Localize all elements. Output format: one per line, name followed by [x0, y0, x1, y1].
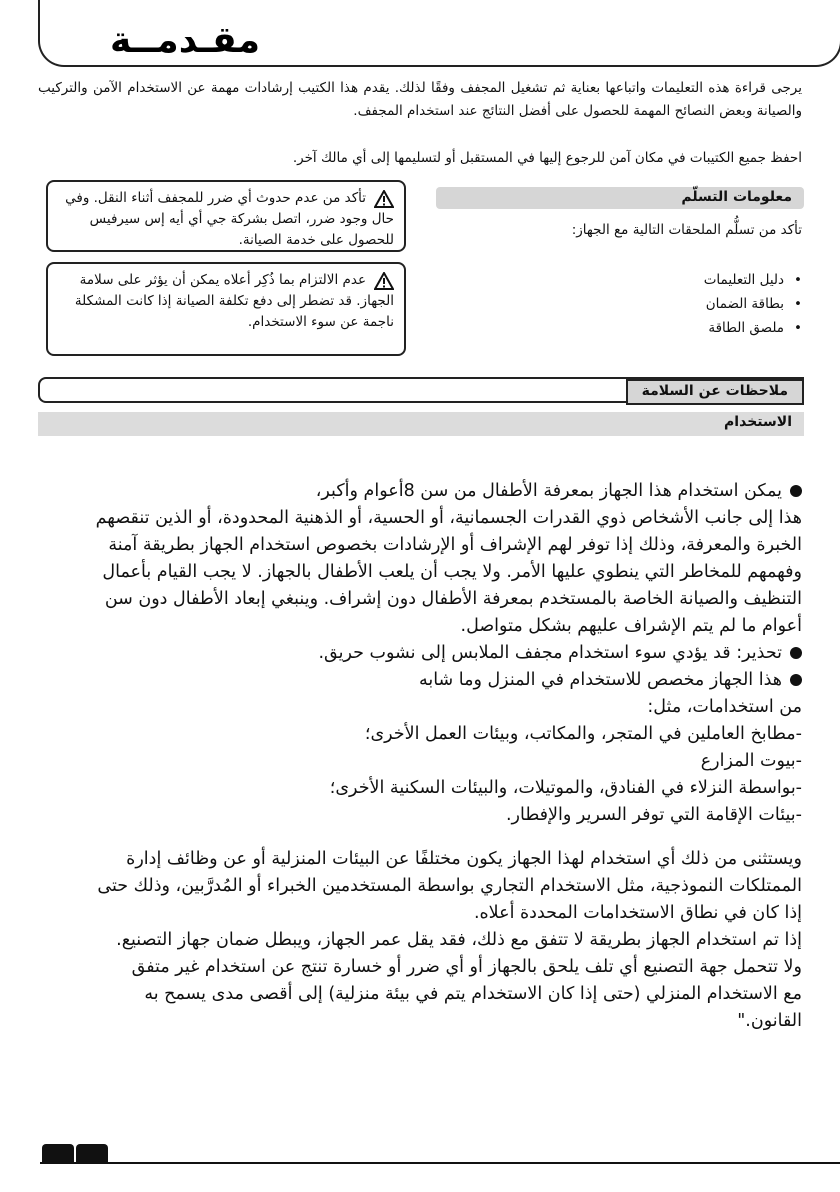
closing-line: ولا تتحمل جهة التصنيع أي تلف يلحق بالجهاز أو أي ضرر أو خسارة تنتج عن استخدام غير متفق	[131, 957, 802, 977]
body-line: وفهمهم للمخاطر التي ينطوي عليها الأمر. ولا يجب أن يلعب الأطفال بالجهاز. لا يجب القيام بأعمال	[102, 562, 802, 582]
closing-line: القانون."	[737, 1011, 802, 1031]
body-line-text: يمكن استخدام هذا الجهاز بمعرفة الأطفال من سن 8أعوام وأكبر،	[315, 481, 782, 501]
receipt-intro: تأكد من تسلُّم الملحقات التالية مع الجهاز:	[571, 222, 802, 238]
usage-heading: الاستخدام	[724, 414, 792, 430]
list-item: • دليل التعليمات	[704, 268, 802, 292]
body-line	[36, 640, 802, 667]
closing-line: إذا كان في نطاق الاستخدامات المحددة أعلاه.	[473, 903, 802, 923]
warning-triangle-icon	[374, 190, 394, 208]
receipt-list	[704, 268, 802, 340]
bullet-icon	[790, 647, 802, 659]
warning-text: عدم الالتزام بما ذُكِر أعلاه يمكن أن يؤثر على سلامة الجهاز. قد تضطر إلى دفع تكلفة الصيانة إذا كانت المشكلة ناجمة عن سوء الاستخدام.	[74, 272, 394, 330]
body-line-text: تحذير: قد يؤدي سوء استخدام مجفف الملابس إلى نشوب حريق.	[318, 643, 782, 663]
list-item: • بطاقة الضمان	[704, 292, 802, 316]
body-line-text: هذا الجهاز مخصص للاستخدام في المنزل وما شابه	[418, 670, 782, 690]
closing-line: مع الاستخدام المنزلي (حتى إذا كان الاستخدام يتم في بيئة منزلية) إلى أقصى مدى يسمح به	[144, 984, 802, 1004]
receipt-heading: معلومات التسلّم	[681, 189, 792, 205]
usage-heading-bar	[38, 412, 804, 436]
receipt-heading-bar	[436, 187, 804, 209]
warning-triangle-icon	[374, 272, 394, 290]
closing-line: إذا تم استخدام الجهاز بطريقة لا تتفق مع ذلك، فقد يقل عمر الجهاز، ويبطل ضمان جهاز التصنيع.	[116, 930, 802, 950]
page-tab-block	[76, 1144, 108, 1164]
warning-text: تأكد من عدم حدوث أي ضرر للمجفف أثناء النقل. وفي حال وجود ضرر، اتصل بشركة جي أي أيه إس سيرفيس للحصول على خدمة الصيانة.	[65, 190, 394, 248]
footer-rule	[40, 1162, 840, 1164]
intro-paragraph-2: احفظ جميع الكتيبات في مكان آمن للرجوع إليها في المستقبل أو لتسليمها إلى أي مالك آخر.	[292, 150, 802, 166]
body-line	[36, 667, 802, 694]
warning-box-misuse	[46, 262, 406, 356]
safety-heading-box	[38, 377, 804, 403]
body-line: -بواسطة النزلاء في الفنادق، والموتيلات، والبيئات السكنية الأخرى؛	[329, 778, 802, 798]
page-tab-block	[42, 1144, 74, 1164]
closing-body	[36, 846, 802, 1035]
body-line: -بيئات الإقامة التي توفر السرير والإفطار.	[505, 805, 802, 825]
closing-line: الممتلكات النموذجية، مثل الاستخدام التجاري بواسطة المستخدمين الخبراء أو المُدرَّبين، وذلك حتى	[97, 876, 802, 896]
intro-paragraph-1: يرجى قراءة هذه التعليمات واتباعها بعناية ثم تشغيل المجفف وفقًا لذلك. يقدم هذا الكتيب إرشادات مهمة عن الاستخدام الآمن والتركيب والصيانة وبعض النصائح المهمة للحصول على أفضل النتائج عند استخدام المجفف.	[38, 80, 802, 119]
bullet-icon	[790, 674, 802, 686]
bullet-icon	[790, 485, 802, 497]
body-line: الخبرة والمعرفة، وذلك إذا توفر لهم الإشراف أو الإرشادات بخصوص استخدام الجهاز بطريقة آمنة	[108, 535, 802, 555]
list-item: • ملصق الطاقة	[704, 316, 802, 340]
page-number-tab	[40, 1144, 110, 1164]
body-line: -مطابخ العاملين في المتجر، والمكاتب، وبيئات العمل الأخرى؛	[364, 724, 802, 744]
closing-line: ويستثنى من ذلك أي استخدام لهذا الجهاز يكون مختلفًا عن البيئات المنزلية أو عن وظائف إدارة	[126, 849, 802, 869]
title-box	[38, 0, 840, 67]
body-line: من استخدامات، مثل:	[647, 697, 802, 717]
warning-box-transport	[46, 180, 406, 252]
body-line: أعوام ما لم يتم الإشراف عليهم بشكل متواصل.	[460, 616, 802, 636]
body-line	[36, 478, 802, 505]
body-line: هذا إلى جانب الأشخاص ذوي القدرات الجسمانية، أو الحسية، أو الذهنية المحدودة، أو الذين تنقصهم	[95, 508, 802, 528]
page-title: مقـدمــة	[109, 20, 260, 61]
body-line: -بيوت المزارع	[700, 751, 802, 771]
safety-heading: ملاحظات عن السلامة	[626, 379, 804, 405]
usage-body	[36, 478, 802, 829]
body-line: التنظيف والصيانة الخاصة بالمستخدم بمعرفة الأطفال دون إشراف. وينبغي إبعاد الأطفال دون سن	[104, 589, 802, 609]
